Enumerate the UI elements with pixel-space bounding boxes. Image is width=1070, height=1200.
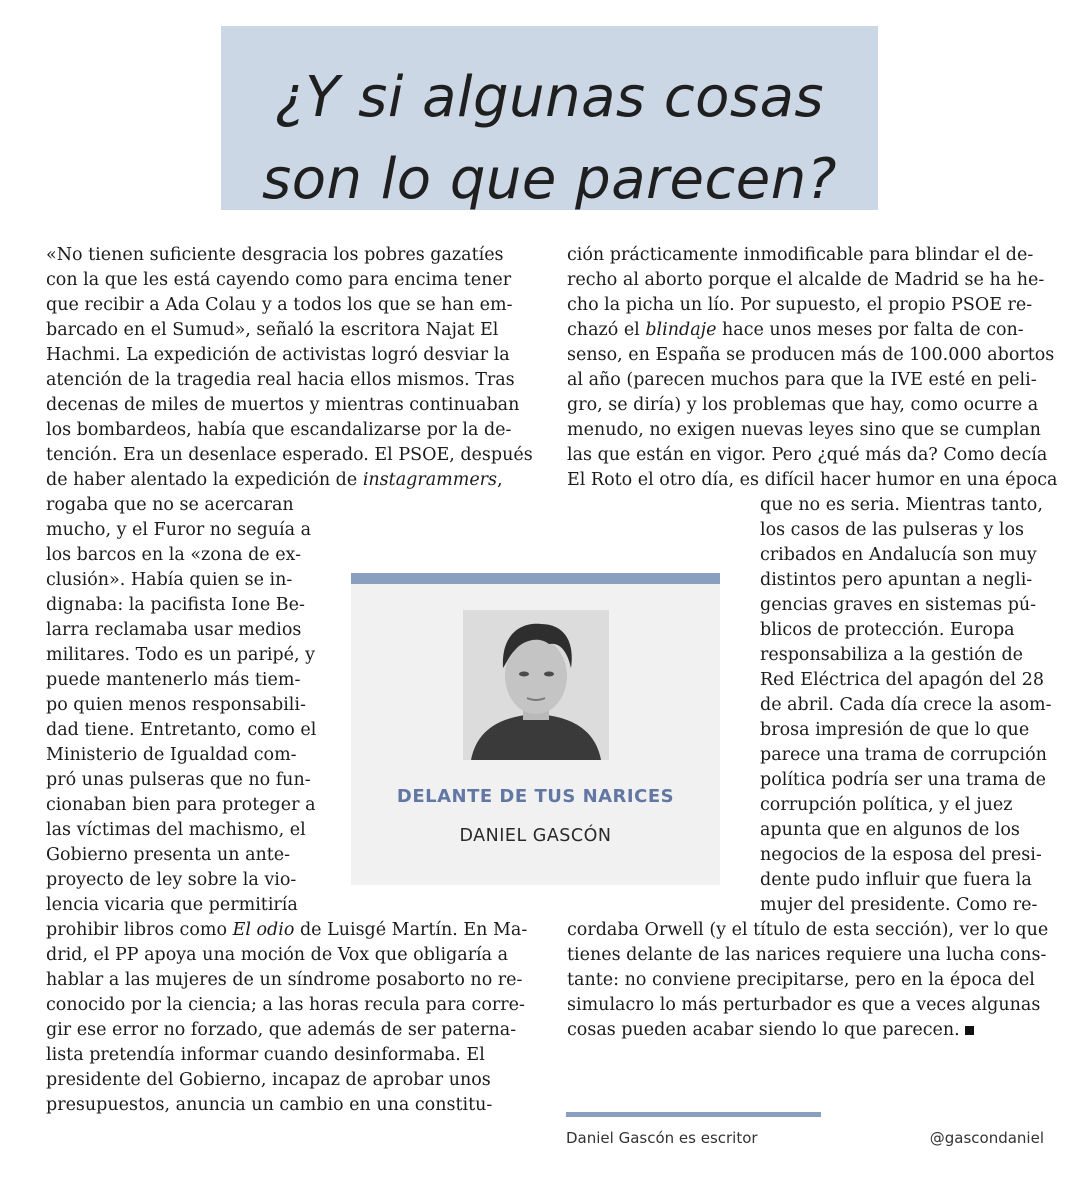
body-line: gir ese error no forzado, que además de ser paterna- <box>46 1020 517 1040</box>
author-bio: Daniel Gascón es escritor <box>566 1129 758 1147</box>
body-line: las víctimas del machismo, el <box>46 820 306 840</box>
body-line: apunta que en algunos de los <box>760 820 1020 840</box>
footer-divider <box>566 1112 821 1117</box>
column-box <box>351 573 720 885</box>
body-text: , <box>497 470 503 490</box>
body-line: Red Eléctrica del apagón del 28 <box>760 670 1044 690</box>
body-line: al año (parecen muchos para que la IVE esté en peli- <box>567 370 1037 390</box>
body-line: con la que les está cayendo como para encima tener <box>46 270 512 290</box>
headline-line-2: son lo que parecen? <box>262 147 837 212</box>
column-author-name: DANIEL GASCÓN <box>459 826 612 846</box>
body-line: El Roto el otro día, es difícil hacer humor en una época <box>567 470 1058 490</box>
body-line: drid, el PP apoya una moción de Vox que obligaría a <box>46 945 509 965</box>
body-line: política podría ser una trama de <box>760 770 1047 790</box>
italic-term: instagrammers <box>362 470 498 490</box>
body-line: conocido por la ciencia; a las horas recula para corre- <box>46 995 525 1015</box>
body-line: menudo, no exigen nuevas leyes sino que se cumplan <box>567 420 1041 440</box>
body-line: dignaba: la pacifista Ione Be- <box>46 595 305 615</box>
body-line: Hachmi. La expedición de activistas logró desviar la <box>46 345 510 365</box>
body-text: chazó el <box>567 320 646 340</box>
italic-term: blindaje <box>645 320 717 340</box>
body-line: barcado en el Sumud», señaló la escritora Najat El <box>46 320 499 340</box>
body-line: los bombardeos, había que escandalizarse por la de- <box>46 420 512 440</box>
column-box-accent-bar <box>351 573 720 584</box>
body-line: rogaba que no se acercaran <box>46 495 294 515</box>
body-line: dente pudo influir que fuera la <box>760 870 1032 890</box>
body-line: mucho, y el Furor no seguía a <box>46 520 312 540</box>
italic-title: El odio <box>232 920 295 940</box>
body-line: Ministerio de Igualdad com- <box>46 745 297 765</box>
body-line: «No tienen suficiente desgracia los pobres gazatíes <box>46 245 504 265</box>
body-line: recho al aborto porque el alcalde de Madrid se ha he- <box>567 270 1045 290</box>
body-line <box>46 470 503 491</box>
body-line: Gobierno presenta un ante- <box>46 845 291 865</box>
body-line: tante: no conviene precipitarse, pero en la época del <box>567 970 1035 990</box>
body-line: negocios de la esposa del presi- <box>760 845 1042 865</box>
body-line: que no es seria. Mientras tanto, <box>760 495 1043 515</box>
body-line: presidente del Gobierno, incapaz de aprobar unos <box>46 1070 491 1090</box>
body-line: pró unas pulseras que no fun- <box>46 770 311 790</box>
headline-line-1: ¿Y si algunas cosas <box>274 65 825 130</box>
end-mark-icon <box>965 1026 974 1035</box>
body-line: que recibir a Ada Colau y a todos los que se han em- <box>46 295 513 315</box>
body-line: blicos de protección. Europa <box>760 620 1015 640</box>
body-line: tienes delante de las narices requiere una lucha cons- <box>567 945 1047 965</box>
body-line: cho la picha un lío. Por supuesto, el propio PSOE re- <box>567 295 1033 315</box>
body-line: gencias graves en sistemas pú- <box>760 595 1037 615</box>
body-line: puede mantenerlo más tiem- <box>46 670 301 690</box>
body-text: cosas pueden acabar siendo lo que parecen. <box>567 1020 960 1040</box>
body-line: responsabiliza a la gestión de <box>760 645 1024 665</box>
body-line: presupuestos, anuncia un cambio en una constitu- <box>46 1095 493 1115</box>
body-line: lencia vicaria que permitiría <box>46 895 298 915</box>
body-line <box>567 320 1024 341</box>
body-text: hace unos meses por falta de con- <box>716 320 1024 340</box>
body-line: de abril. Cada día crece la asom- <box>760 695 1052 715</box>
column-section-title: DELANTE DE TUS NARICES <box>396 786 675 807</box>
body-line: cionaban bien para proteger a <box>46 795 316 815</box>
body-line: tención. Era un desenlace esperado. El PSOE, después <box>46 445 533 465</box>
author-photo <box>463 610 609 760</box>
body-line <box>567 1020 974 1041</box>
author-portrait-icon <box>463 610 609 760</box>
body-line: distintos pero apuntan a negli- <box>760 570 1033 590</box>
body-text: de Luisgé Martín. En Ma- <box>294 920 528 940</box>
body-line: decenas de miles de muertos y mientras continuaban <box>46 395 520 415</box>
headline-box <box>221 26 878 210</box>
body-line: clusión». Había quien se in- <box>46 570 293 590</box>
body-text: prohibir libros como <box>46 920 233 940</box>
body-line: larra reclamaba usar medios <box>46 620 302 640</box>
body-line: senso, en España se producen más de 100.000 abortos <box>567 345 1055 365</box>
body-text: de haber alentado la expedición de <box>46 470 363 490</box>
body-line: simulacro lo más perturbador es que a veces algunas <box>567 995 1041 1015</box>
body-line: las que están en vigor. Pero ¿qué más da? Como decía <box>567 445 1048 465</box>
body-line: atención de la tragedia real hacia ellos mismos. Tras <box>46 370 515 390</box>
body-line: parece una trama de corrupción <box>760 745 1047 765</box>
body-line: ción prácticamente inmodificable para blindar el de- <box>567 245 1034 265</box>
body-line: los barcos en la «zona de ex- <box>46 545 302 565</box>
body-line: hablar a las mujeres de un síndrome posaborto no re- <box>46 970 523 990</box>
body-line: militares. Todo es un paripé, y <box>46 645 316 665</box>
body-line: gro, se diría) y los problemas que hay, como ocurre a <box>567 395 1039 415</box>
author-handle: @gascondaniel <box>929 1129 1044 1147</box>
body-line: brosa impresión de que lo que <box>760 720 1030 740</box>
body-line <box>46 920 527 941</box>
body-line: cribados en Andalucía son muy <box>760 545 1037 565</box>
body-line: dad tiene. Entretanto, como el <box>46 720 317 740</box>
body-line: po quien menos responsabili- <box>46 695 306 715</box>
body-line: corrupción política, y el juez <box>760 795 1013 815</box>
body-line: lista pretendía informar cuando desinformaba. El <box>46 1045 485 1065</box>
body-line: los casos de las pulseras y los <box>760 520 1024 540</box>
body-line: mujer del presidente. Como re- <box>760 895 1038 915</box>
body-line: proyecto de ley sobre la vio- <box>46 870 297 890</box>
body-line: cordaba Orwell (y el título de esta sección), ver lo que <box>567 920 1049 940</box>
